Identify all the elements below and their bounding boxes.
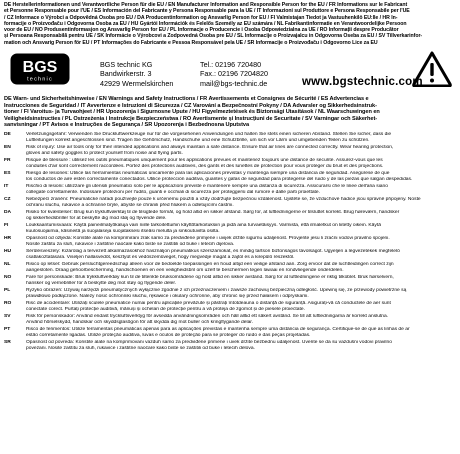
email-address: mail@bgs-technic.de bbox=[200, 78, 268, 88]
language-code: RO bbox=[4, 300, 12, 306]
company-street: Bandwirkerstr. 3 bbox=[100, 69, 152, 79]
warning-triangle-icon bbox=[412, 51, 452, 87]
entry-line: aangesloten. Draag gehoorbescherming, handschoenen en een veiligheidsbril om uzelf te beschermen tegen lawaai en rondvliegende onderdelen. bbox=[26, 267, 344, 273]
entry-line: Ryzyko obrażeń: Używaj narzędzi pneumatycznych wyłącznie zgodnie z ich przeznaczeniem i zawsze zachowuj bezpieczną odległość. Upewnij się, że przewody powietrzne są bbox=[26, 287, 407, 293]
entry-line: gloves and safety goggles to protect yourself from noise and flying parts. bbox=[26, 150, 183, 156]
language-code: ES bbox=[4, 171, 11, 176]
logo-text: BGS bbox=[22, 59, 58, 77]
language-code: HU bbox=[4, 248, 12, 254]
header-line: voor de EU / NO Produsentinformasjon og Ansvarlig Person for EU / PL Informacje o Producencie i Osoba Odpowiedzialna za UE / RO Informații despre Producător bbox=[4, 27, 399, 34]
safety-entry bbox=[4, 340, 456, 352]
entry-line: csatlakoztatására. Viseljen hallásvédőt, kesztyűt és védőszemüveget, hogy megvédje magát a zajtól és a kirepülő részektől. bbox=[26, 254, 295, 260]
header-line: mation och Ansvarig Person för EU / PT Informações do Fabricante e Pessoa Responsável pela UE / SR Informacije o Proizvođaču i Odgovorno Lice za EU bbox=[4, 39, 378, 46]
language-code: SR bbox=[4, 339, 11, 345]
entry-line: estão corretamente ligadas. Utilize proteção auditiva, luvas e óculos de proteção para se proteger do ruído e das peças projetadas. bbox=[26, 332, 311, 338]
entry-line: Verletzungsgefahr: Verwenden Sie Druckluftwerkzeuge nur für die vorgesehenen Anwendungen und halten Sie stets einen sicheren Abstand. Stellen Sie sicher, dass die bbox=[26, 132, 392, 138]
header-line: / CZ Informace o Výrobci a Odpovědná Osoba pro EU / DA Producentinformation og Ansvarlig Person for EU / FI Valmistajan Tiedot ja Vastuuhenkilö EU:lle / HR In- bbox=[4, 14, 398, 21]
language-code: DE bbox=[4, 132, 11, 138]
language-code: IT bbox=[4, 183, 9, 189]
language-code: NO bbox=[4, 274, 12, 280]
entry-line: conduites d'air sont correctement raccordées. Portez des protections auditives, des gants et des lunettes de protection pour vous protéger du bruit et des projections. bbox=[26, 163, 384, 169]
safety-entries bbox=[4, 132, 456, 351]
entry-line: Risc de accidentare: Utilizați sculele pneumatice numai pentru aplicațiile prevăzute și păstrați întotdeauna o distanță de siguranță. Asigurați-vă că conductele de aer sunt bbox=[26, 300, 391, 306]
company-contact bbox=[200, 60, 268, 88]
company-address bbox=[100, 60, 173, 88]
entry-line: Risk för personskador: Använd endast tryckluftsverktyg för avsedda användningsområden och håll alltid ett säkert avstånd. Se till att luftledningarna är korrekt anslutna. bbox=[26, 313, 389, 319]
language-code: HR bbox=[4, 235, 12, 241]
safety-entry bbox=[4, 314, 456, 326]
fax-number: Fax.: 02196 7204820 bbox=[200, 69, 268, 79]
entry-line: hansker og vernebriller for å beskytte deg mot støy og flygende deler. bbox=[26, 280, 177, 286]
safety-entry bbox=[4, 327, 456, 339]
entry-line: Nosite zaštitu za sluh, rukavice i zaštitne naočale kako biste se zaštitili od buke i letećih dijelova. bbox=[26, 241, 235, 247]
language-code: NL bbox=[4, 261, 11, 267]
header-line: et Personne Responsable pour l'UE / ES Información del Fabricante y Persona Responsable para la UE / IT Informazioni sul Produttore e Persona Responsabile per l'UE bbox=[4, 8, 410, 15]
title-line: sanvisningar / PT Avisos e Instruções de Segurança / SR Upozorenja i Bezbednosna Uputstva bbox=[4, 122, 250, 129]
entry-line: Risiko for kvæstelser: Brug kun trykluftværktøj til de tilsigtede formål, og hold altid en sikker afstand. Sørg for, at luftledningerne er tilsluttet korrekt. Brug høreværn, handsker bbox=[26, 209, 400, 215]
entry-line: Rischio di lesioni: utilizzare gli utensili pneumatici solo per le applicazioni previste e mantenere sempre una distanza di sicurezza. Assicurarsi che le linee dell'aria siano bbox=[26, 183, 388, 189]
title-line: tioner / FI Varoitus- ja Turvaohjeet / HR Upozorenja i Sigurnosne Upute / HU Figyelmeztetések és Biztonsági Utasítások / NL Waarschuwingen en bbox=[4, 109, 380, 116]
entry-line: Opasnost od povreda: Koristite alate na komprimovani vazduh samo za predviđene primene i uvek držite bezbednu udaljenost. Uverite se da su vazdušni vodovi pravilno bbox=[26, 339, 392, 345]
language-code: PT bbox=[4, 326, 11, 332]
website-link[interactable]: www.bgstechnic.com bbox=[302, 76, 423, 89]
entry-line: kuulosuojaimia, käsineitä ja suojalaseja suojataksesi itseäsi melulta ja sinkoutuvilta osilta. bbox=[26, 228, 220, 234]
safety-entry bbox=[4, 275, 456, 287]
entry-line: Opasnost od ozljeda: Koristite alate na komprimirani zrak samo za predviđene primjene i uvijek držite sigurnu udaljenost. Provjerite jesu li zračni vodovi pravilno spojeni. bbox=[26, 235, 390, 241]
entry-line: ochranu sluchu, rukavice a ochranné brýle, abyste se chránili před hlukem a odletujícími částmi. bbox=[26, 202, 234, 208]
entry-line: Fare for personskade: Bruk trykkluftverktøy kun til de tiltenkte bruksområdene og hold alltid en sikker avstand. Sørg for at luftledningene er riktig tilkoblet. Bruk hørselvern, bbox=[26, 274, 394, 280]
language-code: FI bbox=[4, 222, 9, 228]
language-code: DA bbox=[4, 209, 12, 215]
entry-line: Risco de ferimentos: Utilize ferramentas pneumáticas apenas para as aplicações previstas e mantenha sempre uma distância de segurança. Certifique-se de que as linhas de ar bbox=[26, 326, 410, 332]
safety-title bbox=[4, 96, 456, 129]
title-line: DE Warn- und Sicherheitshinweise / EN Warnings and Safety Instructions / FR Avertissements et Consignes de Sécurité / ES Advertencias e bbox=[4, 96, 369, 103]
safety-entry bbox=[4, 171, 456, 183]
header-line: formacije o Proizvođaču i Odgovorna Osoba za EU / HU Gyártói Információk és Felelős Személy az EU számára / NL Fabrikantinformatie en Verantwoordelijke Persoon bbox=[4, 20, 407, 27]
header-info bbox=[4, 2, 456, 46]
entry-line: Risk of injury: Use air tools only for their intended applications and always maintain a safe distance. Ensure that air lines are connected correctly. Wear hearing protection, bbox=[26, 145, 394, 151]
entry-line: og sikkerhedsbriller for at beskytte dig mod støj og flyvende dele. bbox=[26, 215, 167, 221]
phone-number: Tel.: 02196 720480 bbox=[200, 60, 262, 70]
entry-line: Risque de blessure : utilisez les outils pneumatiques uniquement pour les applications prévues et maintenez toujours une distance de sécurité. Assurez-vous que les bbox=[26, 158, 383, 164]
language-code: SV bbox=[4, 313, 11, 319]
language-code: FR bbox=[4, 158, 11, 164]
entry-line: prawidłowo podłączone. Należy nosić ochronniki słuchu, rękawice i okulary ochronne, aby chronić się przed hałasem i odpryskami. bbox=[26, 293, 309, 299]
entry-line: conectate corect. Purtați protecție auditivă, mănuși și ochelari de protecție pentru a vă proteja de zgomot și de piesele proiectate. bbox=[26, 306, 305, 312]
logo-subtext: technic bbox=[27, 76, 53, 83]
entry-line: Risico op letsel: Gebruik persluchtgereedschap alleen voor de bedoelde toepassingen en houd altijd een veilige afstand aan. Zorg ervoor dat de luchtleidingen correct zijn bbox=[26, 261, 394, 267]
entry-line: Nebezpečí zranění: Pneumatické nářadí používejte pouze k určenému použití a vždy dodržujte bezpečnou vzdálenost. Ujistěte se, že vzduchové hadice jsou správně připojeny. Noste bbox=[26, 196, 421, 202]
header-line: și Persoana Responsabilă pentru UE / SK Informácie o Výrobcovi a Zodpovedná Osoba pre EÚ / SL Informacije o Proizvajalcu in Odgovorna Oseba za EU / SV Tillverkarinfor- bbox=[4, 33, 423, 40]
entry-line: Använd hörselskydd, handskar och skyddsglasögon för att skydda dig mot buller och kringflygande delar. bbox=[26, 319, 254, 325]
header-line: DE Herstellerinformationen und Verantwortliche Person für die EU / EN Manufacturer Information and Responsible Person for the EU / FR Informations sur le Fabricant bbox=[4, 2, 408, 8]
safety-entry bbox=[4, 288, 456, 300]
safety-entry bbox=[4, 249, 456, 261]
entry-line: Riesgo de lesiones: Utilice las herramientas neumáticas únicamente para las aplicaciones previstas y mantenga siempre una distancia de seguridad. Asegúrese de que bbox=[26, 171, 390, 176]
language-code: CZ bbox=[4, 196, 11, 202]
language-code: PL bbox=[4, 287, 11, 293]
company-city: 42929 Wermelskirchen bbox=[100, 78, 174, 88]
safety-entry bbox=[4, 197, 456, 209]
entry-line: Sérülésveszély: Kizárólag a tervezett alkalmazásokhoz használjon pneumatikus szerszámokat, és mindig tartson biztonságos távolságot. Ügyeljen a légvezetékek megfelelő bbox=[26, 248, 400, 254]
safety-entry bbox=[4, 145, 456, 157]
safety-entry bbox=[4, 236, 456, 248]
entry-line: Luftleitungen korrekt angeschlossen sind. Tragen Sie Gehörschutz, Handschuhe und eine Schutzbrille, um sich vor Lärm und umgebenden Teilen zu schützen. bbox=[26, 137, 370, 143]
contact-row bbox=[4, 49, 456, 95]
safety-entry bbox=[4, 301, 456, 313]
entry-line: collegate correttamente. Indossare protezioni per l'udito, guanti e occhiali di sicurezza per proteggersi dal rumore e dalle parti proiettate. bbox=[26, 189, 320, 195]
safety-entry bbox=[4, 223, 456, 235]
safety-entry bbox=[4, 262, 456, 274]
language-code: EN bbox=[4, 145, 11, 151]
safety-entry bbox=[4, 184, 456, 196]
entry-line: Loukkaantumisvaara: Käytä paineilmatyökaluja vain niille tarkoitettuihin käyttötarkoituksiin ja pidä aina turvaetäisyys. Varmista, että ilmaletkut on liitetty oikein. Käytä bbox=[26, 222, 381, 228]
title-line: Instrucciones de Seguridad / IT Avvertenze e Istruzioni di Sicurezza / CZ Varování a Bezpečnostní Pokyny / DA Advarsler og Sikkerhedsinstruk- bbox=[4, 102, 377, 109]
title-line: Veiligheidsinstructies / PL Ostrzeżenia i Instrukcje Bezpieczeństwa / RO Avertismente și Instrucțiuni de Securitate / SV Varningar och Säkerhet- bbox=[4, 115, 378, 122]
safety-entry bbox=[4, 158, 456, 170]
bgs-logo bbox=[10, 53, 70, 85]
safety-entry bbox=[4, 132, 456, 144]
company-name: BGS technic KG bbox=[100, 60, 153, 70]
entry-line: los conductos de aire estén correctamente conectados. Utilice protección auditiva, guantes y gafas de seguridad para protegerse del ruido y de las piezas que salgan despedidas. bbox=[26, 176, 413, 182]
entry-line: povezani. Nosite zaštitu za sluh, rukavice i zaštitne naočare kako biste se zaštitili od buke i letećih delova. bbox=[26, 345, 255, 351]
safety-entry bbox=[4, 210, 456, 222]
